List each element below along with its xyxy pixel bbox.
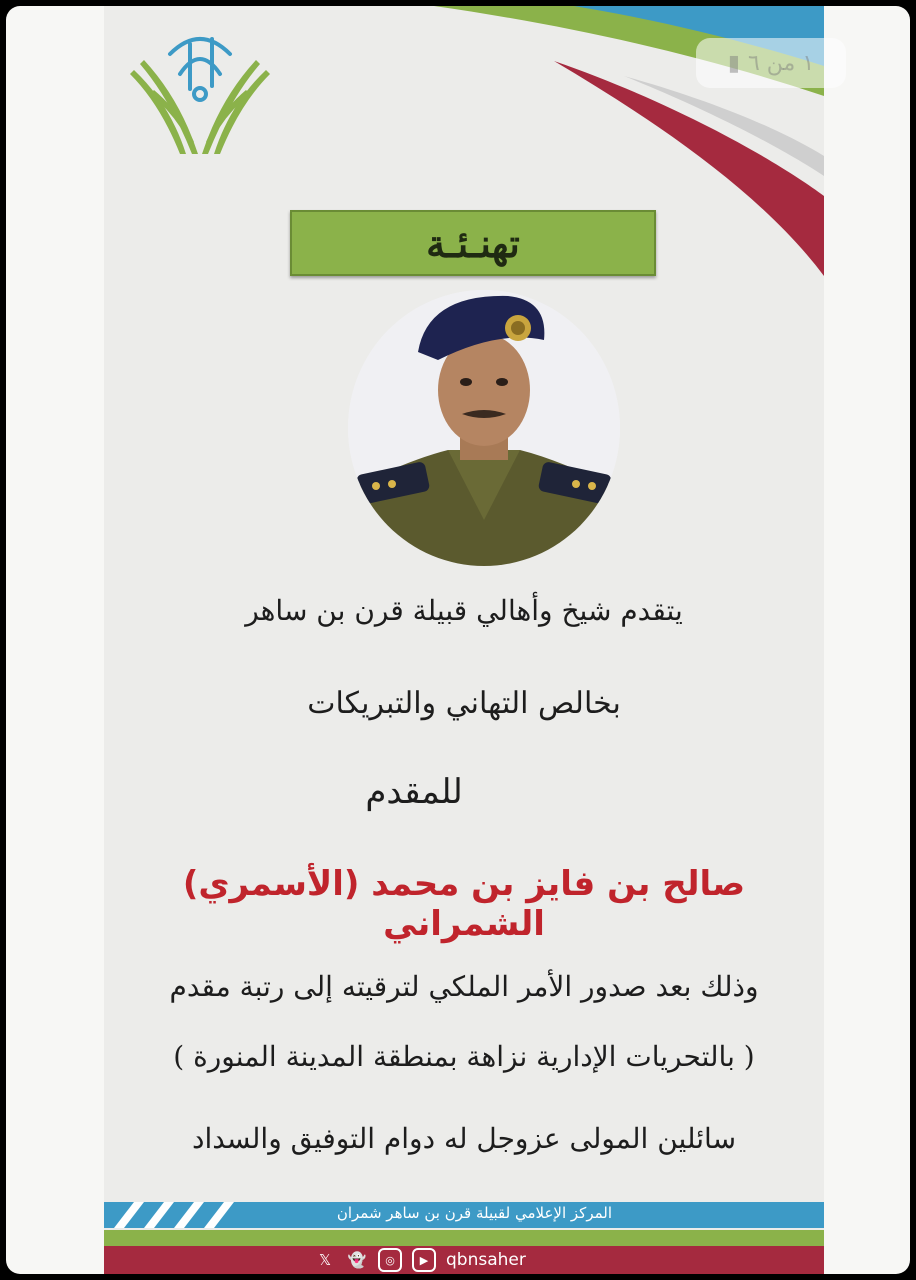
reason-line-1: وذلك بعد صدور الأمر الملكي لترقيته إلى رتبة مقدم <box>169 970 759 1003</box>
tribe-logo <box>120 14 280 164</box>
title-banner <box>290 210 656 276</box>
congratulation-card <box>104 6 824 1274</box>
snapchat-icon[interactable]: 👻 <box>347 1251 367 1269</box>
screen-frame <box>6 6 910 1274</box>
rank-line: للمقدم <box>365 772 463 812</box>
honoree-name: صالح بن فايز بن محمد (الأسمري) الشمراني <box>182 864 746 944</box>
title-text: تهنـئـة <box>426 220 520 266</box>
x-icon[interactable]: 𝕏 <box>318 1251 332 1269</box>
pages-icon: ▮ <box>727 50 740 76</box>
prayer-line: سائلين المولى عزوجل له دوام التوفيق والسداد <box>191 1122 737 1155</box>
page-indicator-text: ١ من ٦ <box>747 50 815 76</box>
youtube-icon[interactable]: ▶ <box>412 1248 436 1272</box>
officer-photo <box>348 290 620 566</box>
instagram-icon[interactable]: ◎ <box>378 1248 402 1272</box>
media-center-label: المركز الإعلامي لقبيلة قرن بن ساهر شمران <box>336 1204 612 1222</box>
footer-green-bar <box>104 1230 824 1246</box>
wishes-line: بخالص التهاني والتبريكات <box>307 686 621 721</box>
social-handle[interactable]: qbnsaher <box>446 1250 526 1270</box>
page-indicator <box>696 38 846 88</box>
reason-line-2: ( بالتحريات الإدارية نزاهة بمنطقة المدينة المنورة ) <box>173 1040 755 1073</box>
footer-stripes <box>104 1198 264 1232</box>
intro-line: يتقدم شيخ وأهالي قبيلة قرن بن ساهر <box>245 594 683 627</box>
social-links <box>314 1248 526 1272</box>
